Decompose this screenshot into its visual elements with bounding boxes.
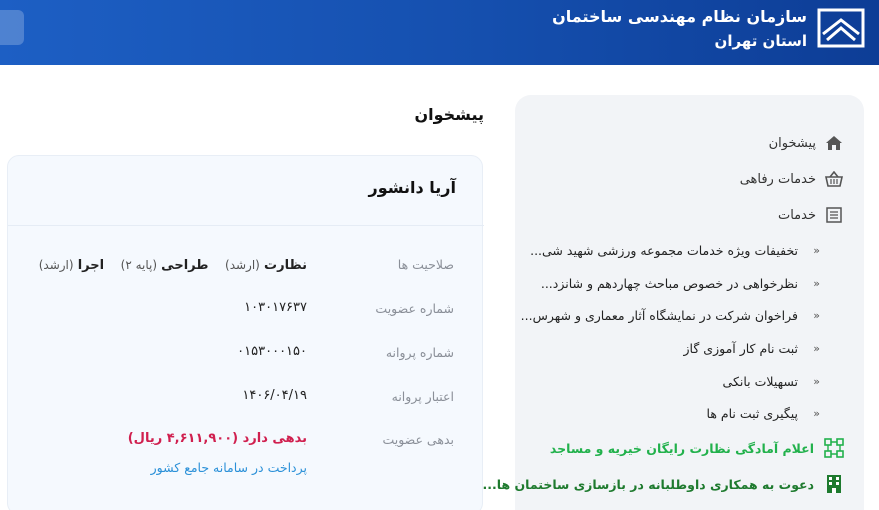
pay-debt-link[interactable]: پرداخت در سامانه جامع کشور [150, 460, 307, 475]
double-chevron-icon: « [813, 406, 820, 420]
profile-card [7, 155, 483, 510]
double-chevron-icon: « [813, 374, 820, 388]
sidebar-item-dashboard[interactable] [769, 132, 844, 154]
home-icon [824, 133, 844, 153]
license-number-label: شماره پروانه [385, 345, 454, 360]
competency-name: طراحی [161, 258, 209, 273]
member-name: آریا دانشور [368, 178, 456, 197]
sub-item-label: نظرخواهی در خصوص مباحث چهاردهم و شانزد... [540, 275, 798, 291]
sub-item-label: ثبت نام کار آموزی گاز [683, 340, 798, 356]
sub-item-survey[interactable] [541, 273, 820, 293]
sidebar-item-welfare[interactable] [740, 168, 844, 190]
debt-status: بدهی دارد (۴,۶۱۱,۹۰۰ ریال) [127, 431, 307, 446]
sub-item-gas-training[interactable] [684, 338, 820, 358]
sub-item-registration-tracking[interactable] [707, 403, 820, 423]
sidebar-item-label: پیشخوان [768, 135, 816, 151]
sidebar-item-free-supervision[interactable] [550, 437, 844, 459]
double-chevron-icon: « [813, 341, 820, 355]
membership-number-value: ۱۰۳۰۱۷۶۳۷ [244, 300, 307, 315]
org-logo-icon[interactable] [817, 8, 865, 48]
sub-item-exhibition[interactable] [521, 305, 820, 325]
org-name: سازمان نظام مهندسی ساختمان [552, 7, 807, 26]
org-province: استان تهران [714, 32, 807, 50]
sidebar-item-label: دعوت به همکاری داوطلبانه در بازسازی ساختمان ها... [482, 476, 814, 492]
building-icon [824, 474, 844, 494]
license-validity-value: ۱۴۰۶/۰۴/۱۹ [242, 388, 307, 403]
membership-debt-label: بدهی عضویت [382, 432, 454, 447]
competency-grade: (ارشد) [225, 258, 260, 272]
org-logo-text[interactable] [552, 5, 807, 53]
competency-name: نظارت [264, 258, 307, 273]
competencies-label: صلاحیت ها [397, 257, 454, 272]
competencies-value [39, 258, 307, 273]
top-header [0, 0, 879, 65]
double-chevron-icon: « [813, 308, 820, 322]
sub-item-label: پیگیری ثبت نام ها [706, 405, 798, 421]
sub-item-label: تخفیفات ویژه خدمات مجموعه ورزشی شهید شی... [530, 242, 798, 258]
competency-grade: (ارشد) [38, 258, 74, 272]
membership-number-label: شماره عضویت [375, 301, 454, 316]
sidebar-item-services[interactable] [778, 204, 844, 226]
basket-icon [824, 169, 844, 189]
sub-item-label: فراخوان شرکت در نمایشگاه آثار معماری و شهرس... [520, 307, 798, 323]
sidebar-item-label: اعلام آمادگی نظارت رایگان خیریه و مساجد [549, 440, 814, 456]
sub-item-bank-loans[interactable] [723, 371, 820, 391]
document-list-icon [824, 205, 844, 225]
sub-item-sports-discount[interactable] [530, 240, 820, 260]
competency-grade: (پایه ۲) [120, 258, 158, 272]
sidebar [482, 95, 864, 510]
sidebar-item-label: خدمات رفاهی [739, 171, 816, 187]
sub-item-label: تسهیلات بانکی [722, 373, 798, 389]
license-number-value: ۰۱۵۳۰۰۰۱۵۰ [237, 344, 307, 359]
profile-card-header [8, 156, 484, 226]
double-chevron-icon: « [813, 276, 820, 290]
competency-name: اجرا [77, 258, 105, 273]
sidebar-item-label: خدمات [777, 207, 816, 223]
network-icon [824, 438, 844, 458]
double-chevron-icon: « [813, 243, 820, 257]
license-validity-label: اعتبار پروانه [391, 389, 454, 404]
sidebar-item-volunteer-reconstruction[interactable] [483, 473, 844, 495]
menu-toggle-button[interactable] [0, 10, 24, 45]
page-title: پیشخوان [414, 105, 484, 124]
